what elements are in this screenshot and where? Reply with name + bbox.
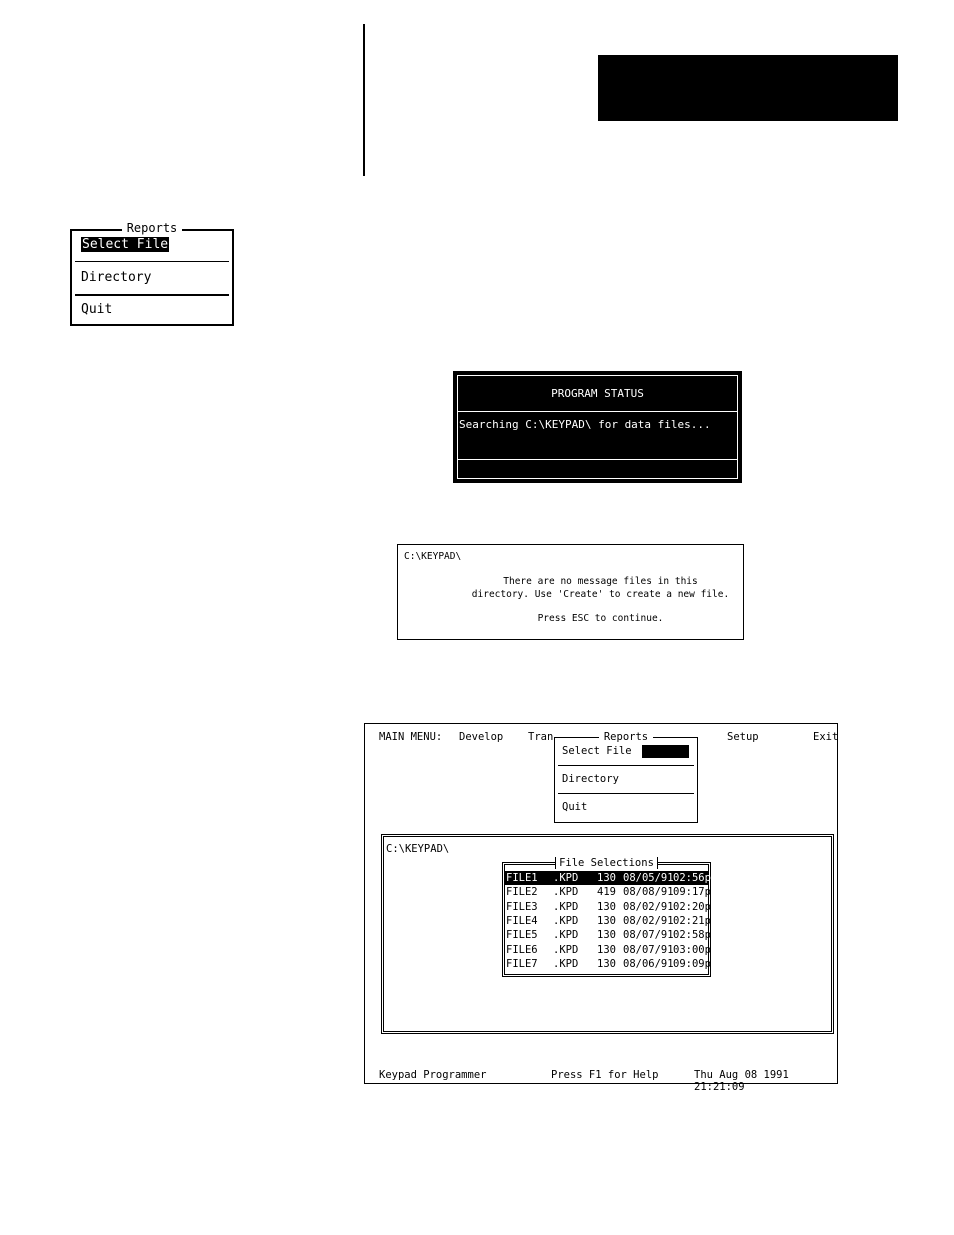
footer-app-name: Keypad Programmer bbox=[379, 1069, 487, 1081]
file-date: 08/05/91 bbox=[623, 872, 674, 884]
file-ext: .KPD bbox=[553, 914, 579, 927]
menu-exit[interactable]: Exit bbox=[813, 731, 839, 743]
file-date: 08/07/91 bbox=[623, 929, 674, 942]
no-files-line-2: directory. Use 'Create' to create a new file. bbox=[471, 589, 730, 600]
header-vertical-rule bbox=[363, 24, 365, 176]
file-name: FILE7 bbox=[506, 957, 538, 970]
file-size: 130 bbox=[597, 872, 616, 884]
menu-develop[interactable]: Develop bbox=[459, 731, 504, 743]
reports-dropdown-title: Reports bbox=[599, 731, 653, 743]
file-name: FILE3 bbox=[506, 900, 538, 913]
no-files-path: C:\KEYPAD\ bbox=[404, 551, 462, 562]
file-time: 09:17p bbox=[673, 886, 711, 899]
reports-menu bbox=[70, 221, 234, 326]
file-size: 130 bbox=[597, 900, 616, 913]
file-selections-title: File Selections bbox=[555, 857, 658, 869]
file-date: 08/07/91 bbox=[623, 943, 674, 956]
main-menu-label: MAIN MENU: bbox=[379, 731, 443, 743]
menu-item-quit[interactable]: Quit bbox=[81, 302, 113, 317]
menu-tran[interactable]: Tran bbox=[528, 731, 554, 743]
file-date: 08/02/91 bbox=[623, 900, 674, 913]
file-row[interactable] bbox=[505, 928, 711, 942]
file-name: FILE6 bbox=[506, 943, 538, 956]
file-time: 02:58p bbox=[673, 929, 711, 942]
reports-menu-title: Reports bbox=[122, 221, 183, 235]
file-row[interactable] bbox=[505, 871, 711, 885]
program-status-title: PROGRAM STATUS bbox=[551, 387, 644, 400]
dropdown-divider bbox=[558, 765, 694, 766]
menu-setup[interactable]: Setup bbox=[727, 731, 759, 743]
file-row[interactable] bbox=[505, 885, 711, 899]
dropdown-item-quit[interactable]: Quit bbox=[562, 801, 588, 813]
file-time: 02:56p bbox=[673, 872, 711, 884]
reports-dropdown bbox=[554, 731, 698, 823]
selection-highlight bbox=[642, 745, 689, 758]
file-size: 130 bbox=[597, 929, 616, 942]
file-row[interactable] bbox=[505, 943, 711, 957]
footer-help: Press F1 for Help bbox=[551, 1069, 659, 1081]
dropdown-divider bbox=[558, 793, 694, 794]
no-files-line-3: Press ESC to continue. bbox=[537, 613, 664, 624]
file-name: FILE1 bbox=[506, 872, 538, 884]
file-time: 03:00p bbox=[673, 943, 711, 956]
menu-divider bbox=[75, 294, 229, 296]
file-size: 419 bbox=[597, 886, 616, 899]
dropdown-item-select-file[interactable]: Select File bbox=[562, 745, 632, 757]
file-row[interactable] bbox=[505, 900, 711, 914]
file-date: 08/02/91 bbox=[623, 914, 674, 927]
dialog-divider bbox=[457, 411, 738, 412]
chapter-tab bbox=[598, 55, 898, 121]
file-ext: .KPD bbox=[553, 900, 579, 913]
file-name: FILE2 bbox=[506, 886, 538, 899]
no-files-line-1: There are no message files in this bbox=[503, 576, 698, 587]
file-row[interactable] bbox=[505, 914, 711, 928]
main-screen bbox=[364, 723, 839, 1093]
program-status-message: Searching C:\KEYPAD\ for data files... bbox=[459, 418, 711, 431]
file-date: 08/06/91 bbox=[623, 957, 674, 970]
directory-panel bbox=[381, 834, 834, 1034]
dialog-divider bbox=[457, 459, 738, 460]
file-ext: .KPD bbox=[553, 872, 579, 884]
file-selections-list bbox=[502, 857, 711, 977]
file-time: 02:21p bbox=[673, 914, 711, 927]
file-row[interactable] bbox=[505, 957, 711, 971]
program-status-dialog bbox=[453, 371, 742, 483]
no-files-dialog bbox=[397, 544, 744, 640]
menu-item-directory[interactable]: Directory bbox=[81, 270, 152, 285]
file-size: 130 bbox=[597, 957, 616, 970]
file-name: FILE4 bbox=[506, 914, 538, 927]
file-ext: .KPD bbox=[553, 943, 579, 956]
file-ext: .KPD bbox=[553, 886, 579, 899]
file-name: FILE5 bbox=[506, 929, 538, 942]
menu-divider bbox=[75, 261, 229, 262]
directory-path: C:\KEYPAD\ bbox=[386, 843, 450, 855]
menu-item-select-file[interactable]: Select File bbox=[82, 237, 169, 252]
file-time: 09:09p bbox=[673, 957, 711, 970]
file-size: 130 bbox=[597, 943, 616, 956]
file-time: 02:20p bbox=[673, 900, 711, 913]
dropdown-item-directory[interactable]: Directory bbox=[562, 773, 619, 785]
file-size: 130 bbox=[597, 914, 616, 927]
footer-datetime: Thu Aug 08 1991 21:21:09 bbox=[694, 1069, 789, 1093]
file-ext: .KPD bbox=[553, 929, 579, 942]
file-date: 08/08/91 bbox=[623, 886, 674, 899]
file-ext: .KPD bbox=[553, 957, 579, 970]
